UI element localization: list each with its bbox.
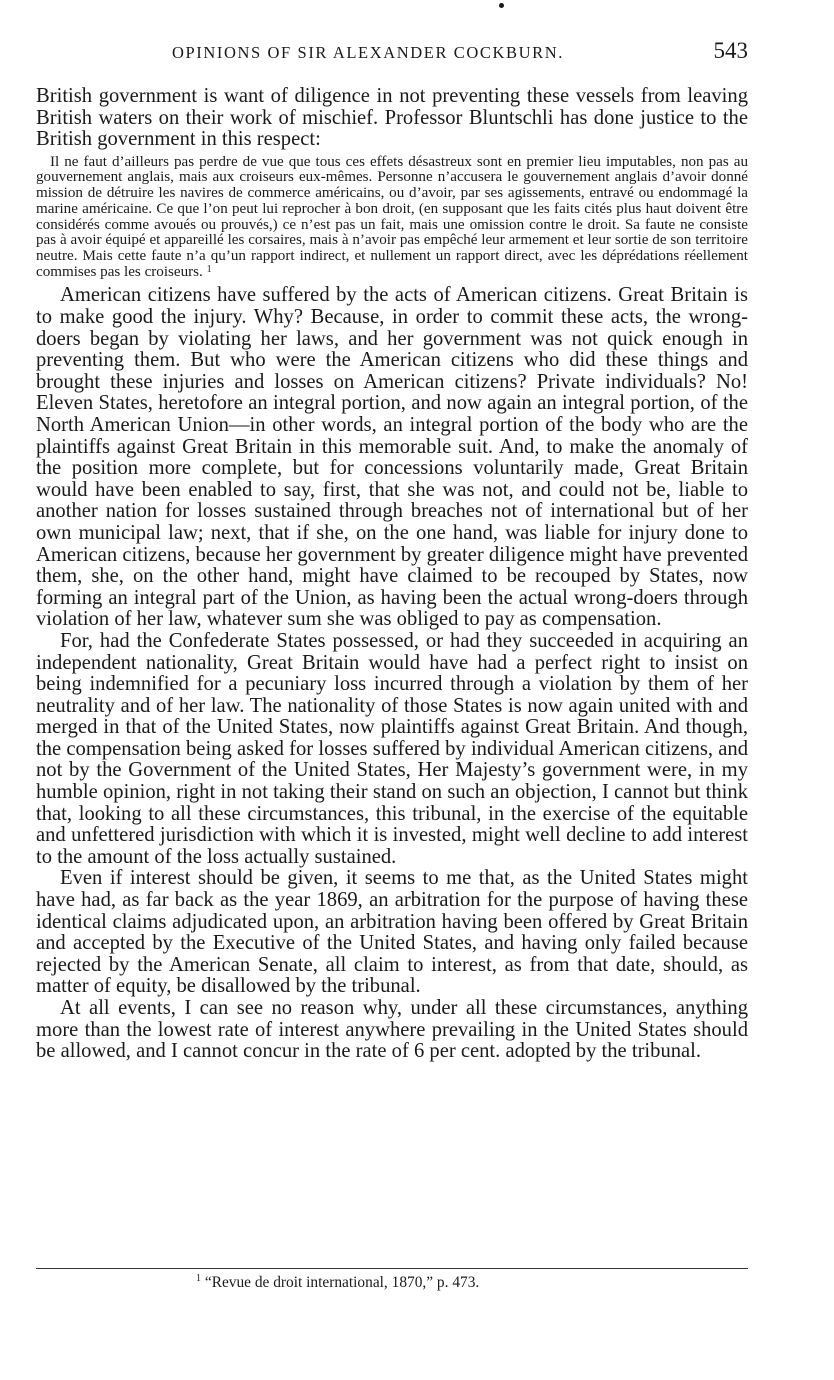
block-quote (36, 155, 748, 281)
paragraph: American citizens have suffered by the acts of American citizens. Great Britain is to make good the injury. Why? Because, in order to commit these acts, the wrong-doers began by violating her laws, and her government was not quick enough in preventing them. But who were the American citizens who did these things and brought these injuries and losses on American citizens? Private individuals? No! Eleven States, heretofore an integral portion, and now again an integral portion, of the North American Union—in other words, an integral portion of the body who are the plaintiffs against Great Britain in this memorable suit. And, to make the anomaly of the position more complete, but for concessions voluntarily made, Great Britain would have been enabled to say, first, that she was not, and could not be, liable to another nation for losses sustained through breaches not of international but of her own municipal law; next, that if she, on the one hand, was liable for injury done to American citizens, because her government by greater diligence might have prevented them, she, on the other hand, might have claimed to be recouped by States, now forming an integral part of the Union, as having been the actual wrong-doers through violation of her law, whatever sum she was obliged to pay as compensation. (36, 284, 748, 631)
running-title: OPINIONS OF SIR ALEXANDER COCKBURN. (172, 43, 564, 62)
body-text (36, 86, 748, 1063)
paragraph: Even if interest should be given, it seems to me that, as the United States might have had, as far back as the year 1869, an arbitration for the purpose of having these identical claims adjudicated upon, an arbitration having been offered by Great Britain and accepted by the Executive of the United States, and having only failed because rejected by the American Senate, all claim to interest, as from that date, should, as matter of equity, be disallowed by the tribunal. (36, 867, 748, 998)
paragraph: At all events, I can see no reason why, under all these circumstances, anything more than the lowest rate of interest anywhere prevailing in the United States should be allowed, and I cannot concur in the rate of 6 per cent. adopted by the tribunal. (36, 997, 748, 1063)
footnote-reference: 1 (206, 263, 212, 275)
footnote-mark: 1 (196, 1273, 201, 1284)
footnote (196, 1274, 479, 1292)
block-quote-text: Il ne faut d’ailleurs pas perdre de vue que tous ces effets désastreux sont en premier lieu imputables, non pas au gouvernement anglais, mais aux croiseurs eux-mêmes. Personne n’accusera le gouvernement anglais d’avoir donné mission de détruire les navires de commerce américains, ou d’avoir, par ses agissements, entravé ou endommagé la marine américaine. Ce que l’on peut lui reprocher à bon droit, (en supposant que les faits cités plus haut doivent être considérés comme avoués ou prouvés,) ce n’est pas un fait, mais une omission contre le droit. Sa faute ne consiste pas à avoir équipé et appareillé les corsaires, mais à n’avoir pas empêché leur armement et leur sortie de son territoire neutre. Mais cette faute n’a qu’un rapport indirect, et nullement un rapport direct, avec les déprédations réellement commises pas les croiseurs. (36, 153, 748, 280)
printer-mark-dot (499, 3, 504, 8)
footnote-text: “Revue de droit international, 1870,” p. 473. (204, 1274, 480, 1291)
footnote-divider (36, 1268, 748, 1269)
paragraph: For, had the Confederate States possessed, or had they succeeded in acquiring an independent nationality, Great Britain would have had a perfect right to insist on being indemnified for a pecuniary loss incurred through a violation by them of her neutrality and of her law. The nationality of those States is now again united with and merged in that of the United States, now plaintiffs against Great Britain. And though, the compensation being asked for losses suffered by individual American citizens, and not by the Government of the United States, Her Majesty’s government were, in my humble opinion, right in not taking their stand on such an objection, I cannot but think that, looking to all these circumstances, this tribunal, in the exercise of the equitable and unfettered jurisdiction with which it is invested, might well decline to add interest to the amount of the loss actually sustained. (36, 629, 748, 868)
running-header (36, 38, 748, 66)
paragraph-continued: British government is want of diligence in not preventing these vessels from leaving British waters on their work of mischief. Professor Bluntschli has done justice to the British government in this respect: (36, 85, 748, 151)
page-number: 543 (713, 38, 748, 63)
